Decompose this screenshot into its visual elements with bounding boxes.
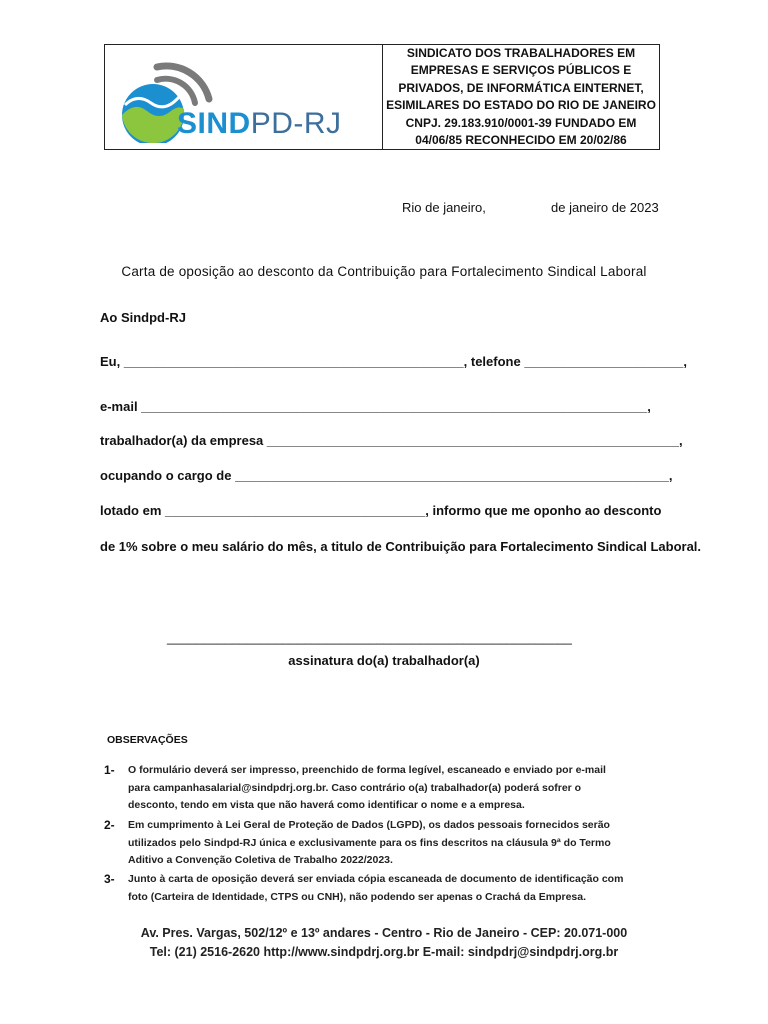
- document-title: Carta de oposição ao desconto da Contribuição para Fortalecimento Sindical Laboral: [121, 264, 647, 279]
- org-line: 04/06/85 RECONHECIDO EM 20/02/86: [415, 133, 627, 147]
- form-line-name-phone: Eu, _______________________________________________, telefone ______________________,: [100, 354, 687, 369]
- logo-wordmark-bold: SIND: [177, 107, 251, 140]
- observation-line: Aditivo a Convenção Coletiva de Trabalho 2022/2023.: [128, 854, 393, 866]
- logo-wordmark-regular: PD-RJ: [250, 107, 342, 140]
- organization-info: [383, 45, 659, 149]
- signature-line: ________________________________________________________: [167, 630, 572, 645]
- recipient: Ao Sindpd-RJ: [100, 310, 186, 325]
- observation-line: O formulário deverá ser impresso, preenchido de forma legível, escaneado e enviado por e-mail: [128, 764, 606, 776]
- signature-label: assinatura do(a) trabalhador(a): [288, 653, 480, 668]
- form-line-company: trabalhador(a) da empresa _________________________________________________________,: [100, 433, 683, 448]
- form-line-statement: de 1% sobre o meu salário do mês, a titulo de Contribuição para Fortalecimento Sindical Laboral.: [100, 539, 702, 554]
- form-line-location: lotado em ____________________________________, informo que me oponho ao desconto: [100, 503, 662, 518]
- org-line: EMPRESAS E SERVIÇOS PÚBLICOS E: [410, 63, 632, 77]
- observation-number: 3-: [104, 872, 115, 886]
- date-city: Rio de janeiro,: [402, 200, 486, 215]
- form-line-position: ocupando o cargo de ____________________________________________________________,: [100, 468, 673, 483]
- org-line: PRIVADOS, DE INFORMÁTICA EINTERNET,: [398, 80, 644, 95]
- logo-wordmark: [177, 109, 342, 139]
- observation-line: Em cumprimento à Lei Geral de Proteção de Dados (LGPD), os dados pessoais fornecidos serão: [128, 819, 610, 831]
- observation-line: utilizados pelo Sindpd-RJ única e exclusivamente para os fins descritos na cláusula 9ª do Termo: [128, 836, 611, 849]
- observation-item: [128, 762, 658, 815]
- observation-item: [128, 817, 658, 870]
- footer-contact: Tel: (21) 2516-2620 http://www.sindpdrj.org.br E-mail: sindpdrj@sindpdrj.org.br: [149, 945, 619, 959]
- observation-line: foto (Carteira de Identidade, CTPS ou CNH), não podendo ser apenas o Crachá da Empresa.: [128, 890, 587, 903]
- org-line: CNPJ. 29.183.910/0001-39 FUNDADO EM: [405, 115, 637, 130]
- form-line-email: e-mail ______________________________________________________________________,: [100, 399, 651, 414]
- date-suffix: de janeiro de 2023: [551, 200, 659, 215]
- observation-item: [128, 871, 658, 906]
- observation-line: Junto à carta de oposição deverá ser enviada cópia escaneada de documento de identificação com: [128, 873, 624, 885]
- org-line: ESIMILARES DO ESTADO DO RIO DE JANEIRO: [386, 98, 656, 112]
- observations-title: OBSERVAÇÕES: [107, 734, 188, 746]
- observation-line: desconto, tendo em vista que não haverá como identificar o nome e a empresa.: [128, 799, 525, 811]
- observation-number: 2-: [104, 818, 115, 832]
- letterhead: [104, 44, 660, 150]
- org-line: SINDICATO DOS TRABALHADORES EM: [406, 45, 636, 60]
- observation-line: para campanhasalarial@sindpdrj.org.br. Caso contrário o(a) trabalhador(a) poderá sofrer o: [128, 781, 582, 794]
- observation-number: 1-: [104, 763, 115, 777]
- footer-address: Av. Pres. Vargas, 502/12º e 13º andares - Centro - Rio de Janeiro - CEP: 20.071-000: [140, 926, 628, 940]
